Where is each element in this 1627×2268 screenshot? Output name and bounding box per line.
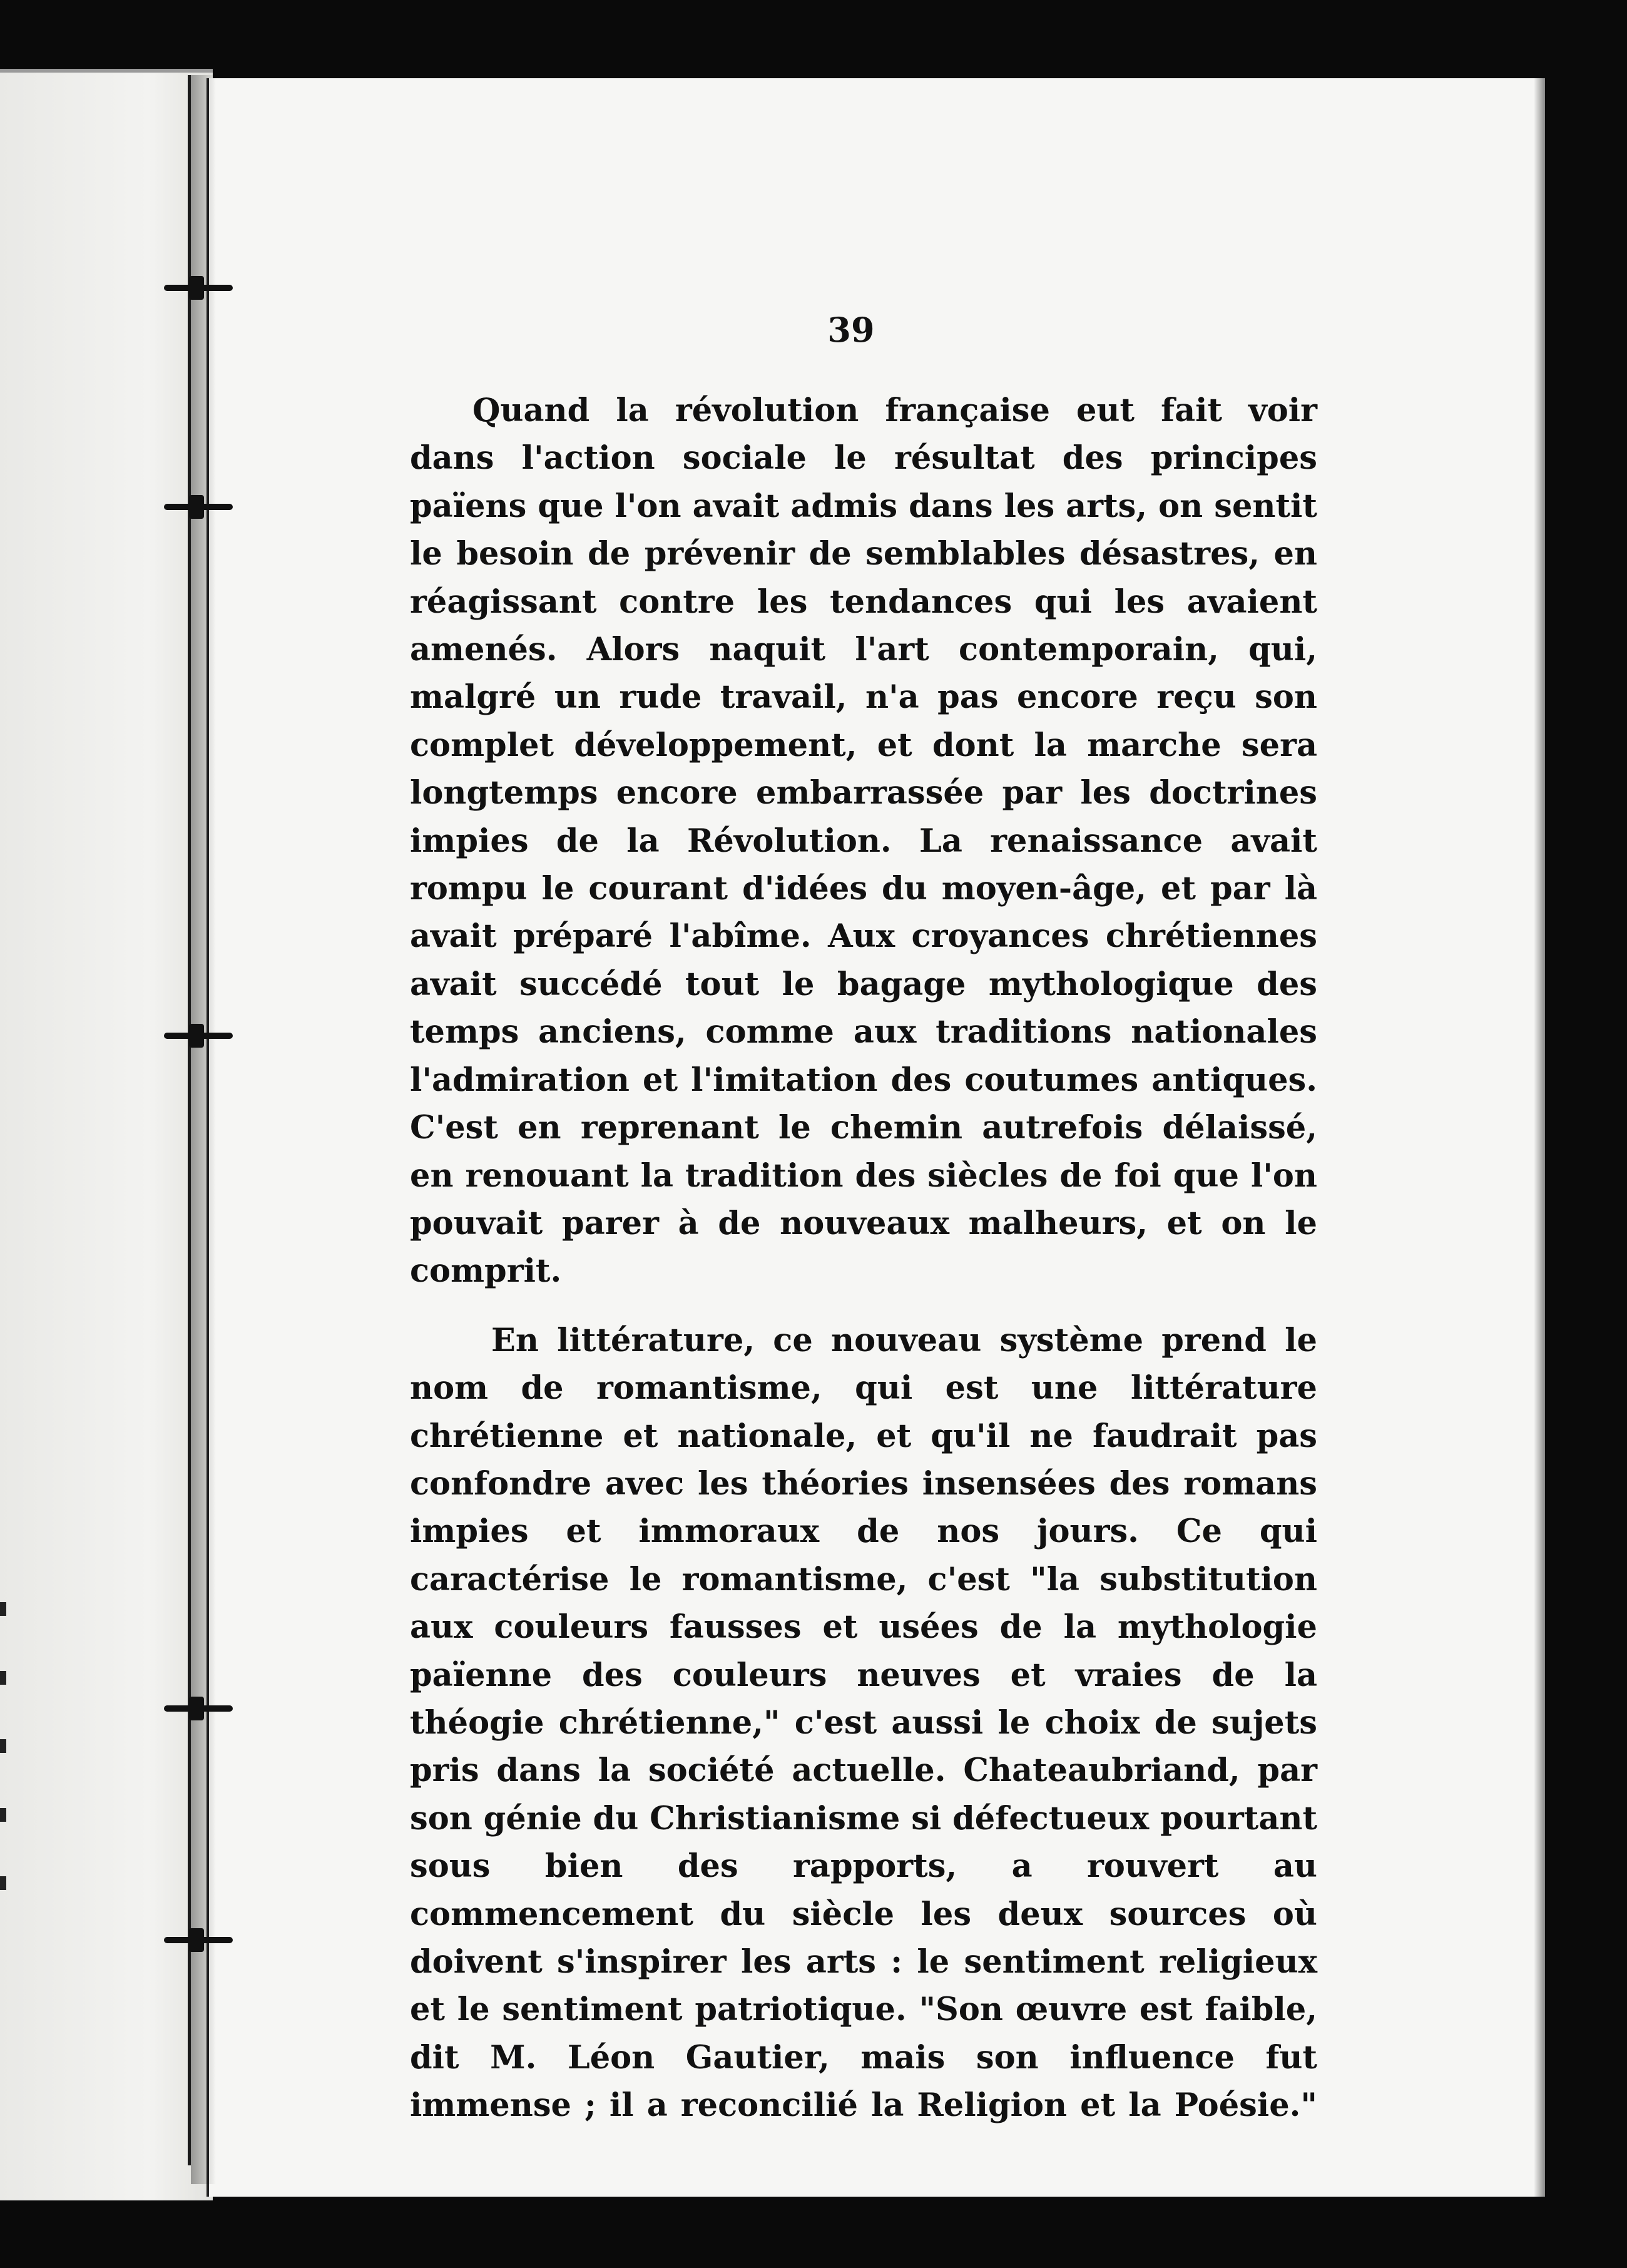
binding-gutter bbox=[188, 75, 191, 2165]
paragraph: Quand la révolution française eut fait voir dans l'action sociale le résultat des principes païens que l'on avait admis dans les arts, on sentit le besoin de prévenir de semblables désastres, en réagissant contre les tendances qui les avaient amenés. Alors naquit l'art contemporain, qui, malgré un rude travail, n'a pas encore reçu son complet développement, et dont la marche sera longtemps encore embarrassée par les doctrines impies de la Révolution. La renaissance avait rompu le courant d'idées du moyen-âge, et par là avait préparé l'abîme. Aux croyances chrétiennes avait succédé tout le bagage mythologique des temps anciens, comme aux traditions nationales l'admiration et l'imitation des coutumes antiques. C'est en reprenant le chemin autrefois délaissé, en renouant la tradition des siècles de foi que l'on pouvait parer à de nouveaux malheurs, et on le comprit. bbox=[410, 392, 1317, 1290]
edge-mark bbox=[0, 1876, 6, 1890]
edge-mark bbox=[0, 1671, 6, 1685]
facing-page bbox=[0, 69, 213, 2200]
page-number: 39 bbox=[827, 310, 875, 350]
edge-mark bbox=[0, 1602, 6, 1616]
binding-stitch bbox=[164, 504, 233, 510]
binding-stitch bbox=[164, 1705, 233, 1712]
page-text bbox=[410, 387, 1317, 2130]
binding-stitch bbox=[164, 285, 233, 291]
edge-mark bbox=[0, 1739, 6, 1753]
page-edge-marks bbox=[0, 1602, 13, 1890]
edge-mark bbox=[0, 1808, 6, 1822]
binding-stitch bbox=[164, 1033, 233, 1039]
paragraph: En littérature, ce nouveau système prend le nom de romantisme, qui est une littérature chrétienne et nationale, et qu'il ne faudrait pas confondre avec les théories insensées des romans impies et immoraux de nos jours. Ce qui caractérise le romantisme, c'est "la substitution aux couleurs fausses et usées de la mythologie païenne des couleurs neuves et vraies de la théogie chrétienne," c'est aussi le choix de sujets pris dans la société actuelle. Chateaubriand, par son génie du Christianisme si défectueux pourtant sous bien des rapports, a rouvert au commencement du siècle les deux sources où doivent s'inspirer les arts : le sentiment religieux et le sentiment patriotique. "Son œuvre est faible, dit M. Léon Gautier, mais son influence fut immense ; il a reconcilié la Religion et la Poésie." bbox=[410, 1321, 1317, 2125]
gutter-shadow bbox=[191, 75, 216, 2184]
binding-stitch bbox=[164, 1937, 233, 1943]
